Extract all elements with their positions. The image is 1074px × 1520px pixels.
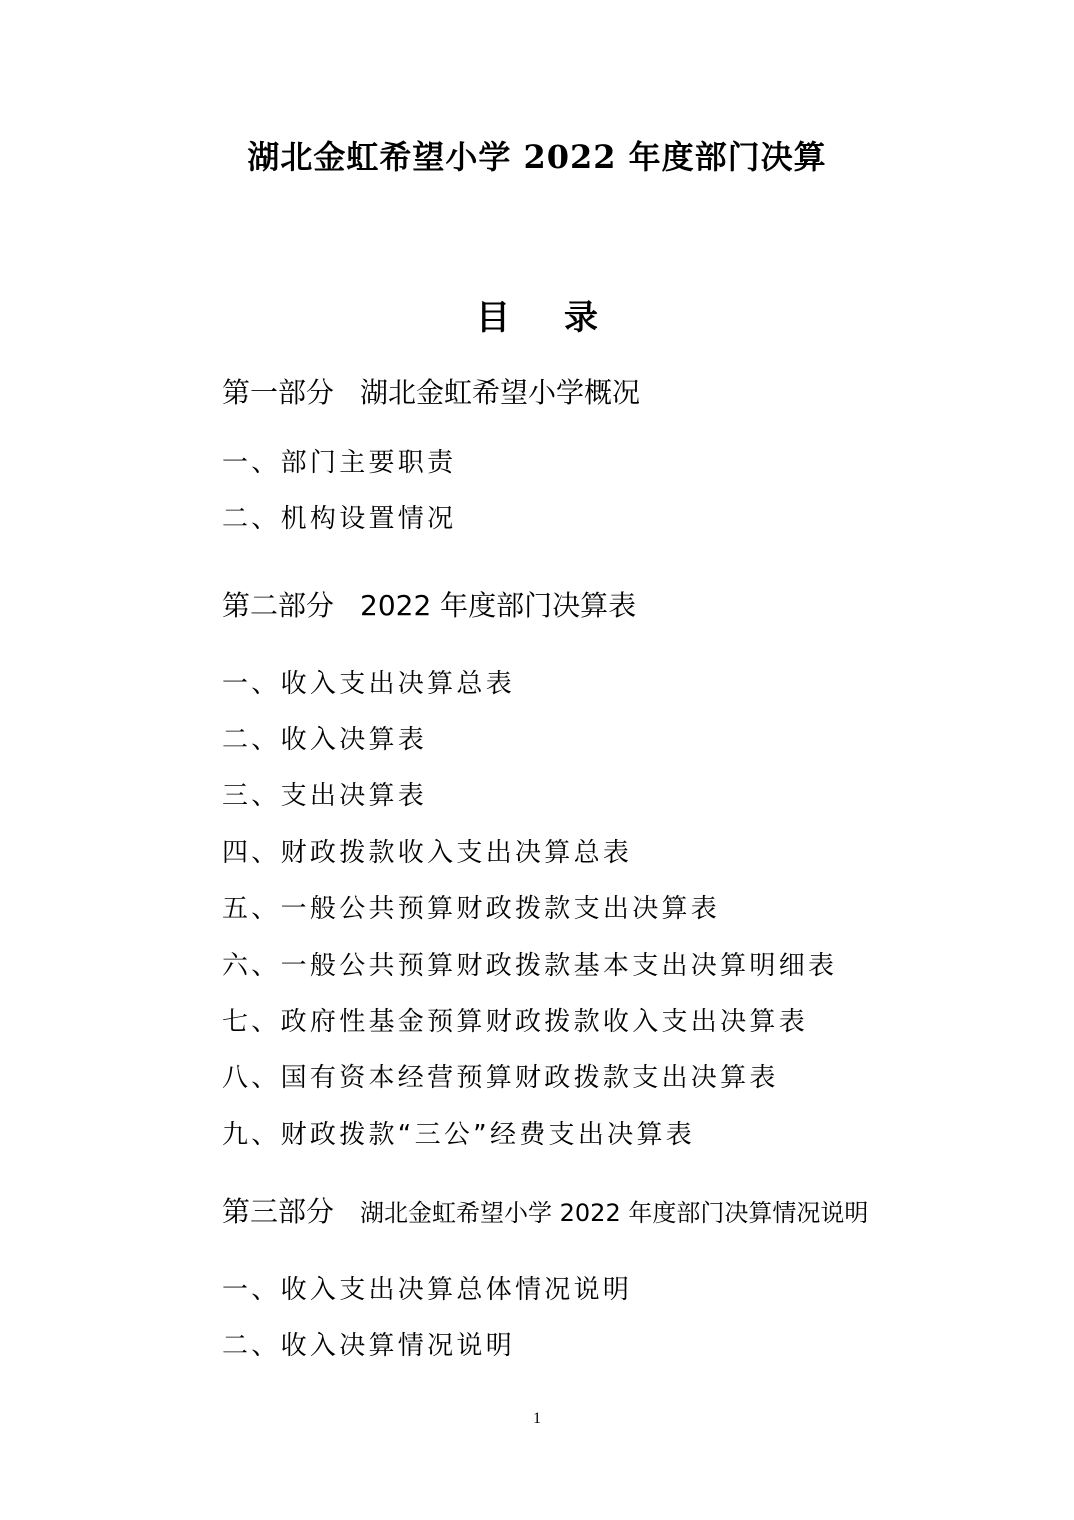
toc-item[interactable]: 五、一般公共预算财政拨款支出决算表 [222,894,721,924]
toc-item[interactable]: 二、收入决算情况说明 [222,1331,516,1361]
toc-item[interactable]: 一、收入支出决算总体情况说明 [222,1275,633,1305]
document-title: 湖北金虹希望小学 2022 年度部门决算 [247,138,827,176]
toc-item[interactable]: 一、部门主要职责 [222,448,457,478]
toc-item[interactable]: 六、一般公共预算财政拨款基本支出决算明细表 [222,951,838,981]
section-heading-part-1[interactable] [222,376,640,410]
section-heading-part-3[interactable] [222,1195,868,1230]
page-number: 1 [533,1410,541,1427]
toc-item[interactable]: 七、政府性基金预算财政拨款收入支出决算表 [222,1007,809,1037]
toc-item[interactable]: 四、财政拨款收入支出决算总表 [222,838,633,868]
section-part-label: 第二部分 [222,589,335,622]
section-part-label: 第三部分 [222,1195,335,1228]
toc-item[interactable]: 二、收入决算表 [222,725,428,755]
toc-title: 目录 [476,298,652,338]
section-name: 湖北金虹希望小学 2022 年度部门决算情况说明 [360,1199,869,1227]
section-part-label: 第一部分 [222,376,335,409]
toc-item[interactable]: 九、财政拨款“三公”经费支出决算表 [222,1120,696,1150]
toc-item[interactable]: 二、机构设置情况 [222,504,457,534]
section-name: 湖北金虹希望小学概况 [360,376,641,409]
toc-item[interactable]: 三、支出决算表 [222,781,428,811]
toc-item[interactable]: 八、国有资本经营预算财政拨款支出决算表 [222,1063,779,1093]
toc-item[interactable]: 一、收入支出决算总表 [222,669,516,699]
section-name: 2022 年度部门决算表 [360,589,637,622]
section-heading-part-2[interactable] [222,589,636,623]
